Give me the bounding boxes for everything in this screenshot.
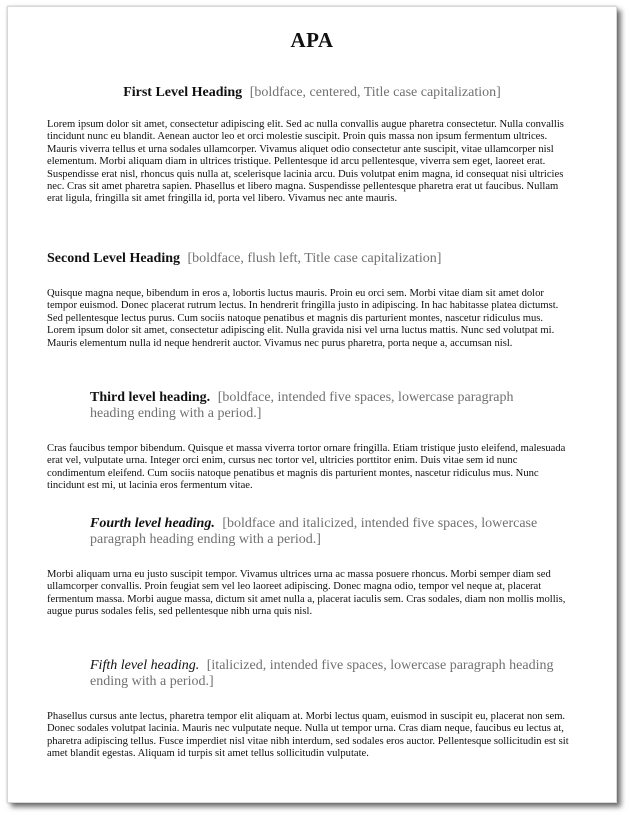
paragraph-second-level: Quisque magna neque, bibendum in eros a, lobortis luctus mauris. Proin eu orci sem. Morbi vitae diam sit amet dolor tempor euismod. Donec placerat rutrum lectus. In hendrerit fringilla justo in adipiscing. In hac habitasse platea dictumst. Sed pellentesque lectus purus. Cum sociis natoque penatibus et magnis dis parturient montes, nascetur ridiculus mus. Lorem ipsum dolor sit amet, consectetur adipiscing elit. Nulla gravida nisi vel urna luctus mattis. Nunc sed volutpat mi. Mauris elementum nulla id neque hendrerit auctor. Vivamus nec purus pharetra, porta neque a, accumsan nisl. bbox=[47, 288, 559, 349]
second-level-heading bbox=[47, 251, 587, 267]
page-title: APA bbox=[290, 28, 334, 52]
fifth-level-heading-label: Fifth level heading. bbox=[90, 658, 200, 673]
fourth-level-heading-note: [boldface and italicized, intended five spaces, lowercase paragraph heading ending with a period.] bbox=[90, 516, 538, 547]
third-level-heading bbox=[90, 390, 560, 422]
third-level-heading-label: Third level heading. bbox=[90, 390, 211, 405]
paragraph-first-level: Lorem ipsum dolor sit amet, consectetur adipiscing elit. Sed ac nulla convallis augue pharetra consectetur. Nulla convallis tincidunt nunc eu blandit. Aenean auctor leo et orci molestie suscipit. Proin quis massa non ipsum fermentum ultrices. Mauris viverra tellus et urna sodales ullamcorper. Vivamus aliquet odio consectetur ante suscipit, vitae ullamcorper nisl elementum. Morbi aliquam diam in ultrices tristique. Pellentesque id arcu pellentesque, viverra sem eget, laoreet erat. Suspendisse erat nisl, rhoncus quis nulla at, scelerisque lacinia arcu. Duis volutpat enim magna, id consequat nisi ultricies nec. Cras sit amet pharetra sapien. Phasellus et libero magna. Suspendisse pellentesque pharetra erat ut faucibus. Nullam erat ligula, fringilla sit amet fringilla id, porta vel libero. Vivamus nec ante mauris. bbox=[47, 119, 564, 205]
paragraph-third-level: Cras faucibus tempor bibendum. Quisque et massa viverra tortor ornare fringilla. Etiam tristique justo eleifend, malesuada erat vel, vulputate urna. Integer orci enim, cursus nec tortor vel, ultricies porttitor enim. Duis vitae sem id nunc condimentum eleifend. Cum sociis natoque penatibus et magnis dis parturient montes, nascetur ridiculus mus. Nunc tincidunt est mi, ut lacinia eros fermentum vitae. bbox=[47, 443, 566, 492]
paragraph-fourth-level: Morbi aliquam urna eu justo suscipit tempor. Vivamus ultrices urna ac massa posuere rhoncus. Morbi semper diam sed ullamcorper convallis. Proin feugiat sem vel leo laoreet adipiscing. Donec magna odio, tempor vel neque at, placerat fermentum massa. Morbi augue massa, dictum sit amet nulla a, placerat iaculis sem. Cras sodales, diam non mollis mollis, augue purus sodales felis, sed pellentesque nibh urna quis nisl. bbox=[47, 569, 566, 618]
second-level-heading-note: [boldface, flush left, Title case capitalization] bbox=[187, 251, 442, 266]
fifth-level-heading bbox=[90, 658, 560, 690]
paragraph-fifth-level: Phasellus cursus ante lectus, pharetra tempor elit aliquam at. Morbi lectus quam, euismod in suscipit eu, placerat non sem. Donec sodales volutpat lacinia. Mauris nec vulputate neque. Nulla ut tempor urna. Cras diam neque, faucibus eu lectus at, pharetra adipiscing tellus. Fusce imperdiet nisl vitae nibh interdum, sed sodales eros auctor. Pellentesque sollicitudin est sit amet blandit egestas. Aliquam id turpis sit amet tellus sollicitudin vulputate. bbox=[47, 711, 569, 760]
first-level-heading-note: [boldface, centered, Title case capitalization] bbox=[249, 85, 501, 100]
first-level-heading bbox=[8, 85, 616, 101]
fifth-level-heading-note: [italicized, intended five spaces, lowercase paragraph heading ending with a period.] bbox=[90, 658, 554, 689]
document-page bbox=[7, 6, 617, 803]
second-level-heading-label: Second Level Heading bbox=[47, 251, 181, 266]
fourth-level-heading bbox=[90, 516, 560, 548]
fourth-level-heading-label: Fourth level heading. bbox=[90, 516, 215, 531]
third-level-heading-note: [boldface, intended five spaces, lowercase paragraph heading ending with a period.] bbox=[90, 390, 514, 421]
first-level-heading-label: First Level Heading bbox=[123, 85, 243, 100]
